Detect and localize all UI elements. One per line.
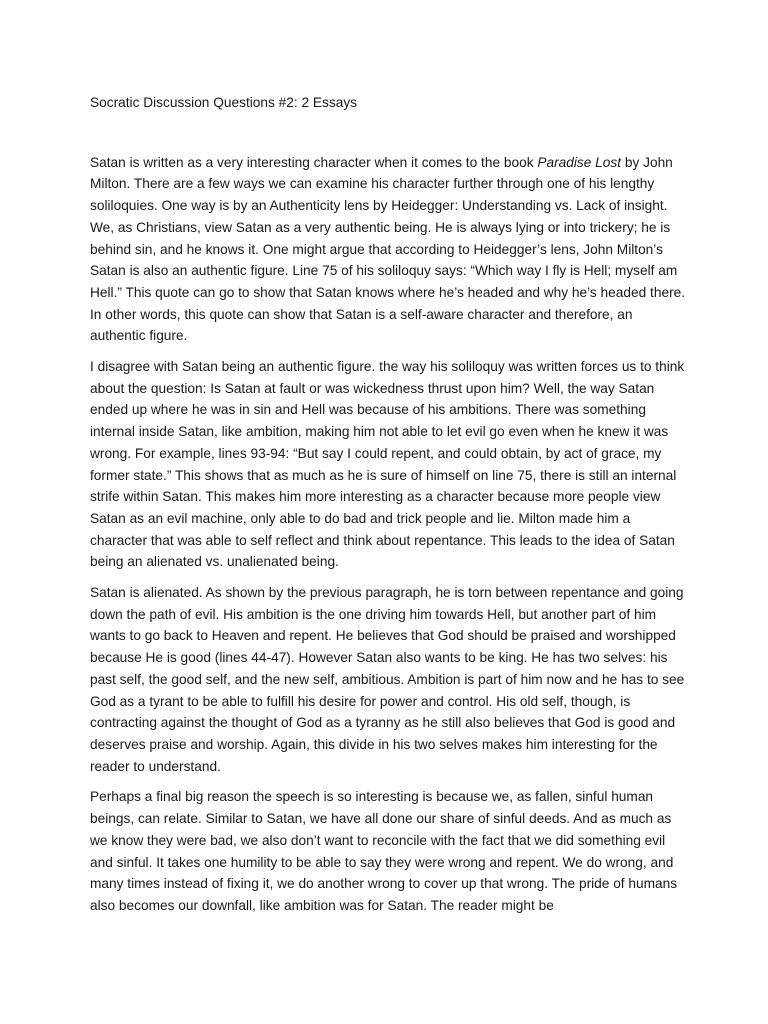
book-title: Paradise Lost — [537, 154, 622, 170]
paragraph-4: Perhaps a final big reason the speech is so interesting is because we, as fallen, sinful human beings, can relate. Similar to Satan, we have all done our share of sinful deeds. And as much as we know they were bad, we also don’t want to reconcile with the fact that we did something evil and sinful. It takes one humility to be able to say they were wrong and repent. We do wrong, and many times instead of fixing it, we do another wrong to cover up that wrong. The pride of humans also becomes our downfall, like ambition was for Satan. The reader might be — [90, 789, 678, 913]
paragraph-1 — [90, 152, 688, 347]
paragraph-1-rest: by John Milton. There are a few ways we can examine his character further through one of his lengthy soliloquies. One way is by an Authenticity lens by Heidegger: Understanding vs. Lack of insight. We, as Christians, view Satan as a very authentic being. He is always lying or into trickery; he is behind sin, and he knows it. One might argue that according to Heidegger’s lens, John Milton’s Satan is also an authentic figure. Line 75 of his soliloquy says: “Which way I fly is Hell; myself am Hell.” This quote can go to show that Satan knows where he’s headed and why he’s headed there. In other words, this quote can show that Satan is a self-aware character and therefore, an authentic figure. — [90, 154, 686, 344]
paragraph-3: Satan is alienated. As shown by the previous paragraph, he is torn between repentance and going down the path of evil. His ambition is the one driving him towards Hell, but another part of him wants to go back to Heaven and repent. He believes that God should be praised and worshipped because He is good (lines 44-47). However Satan also wants to be king. He has two selves: his past self, the good self, and the new self, ambitious. Ambition is part of him now and he has to see God as a tyrant to be able to fulfill his desire for power and control. His old self, though, is contracting against the thought of God as a tyranny as he still also believes that God is good and deserves praise and worship. Again, this divide in his two selves makes him interesting for the reader to understand. — [90, 585, 685, 774]
paragraph-1-intro: Satan is written as a very interesting character when it comes to the book — [90, 154, 538, 170]
document-body — [90, 92, 688, 926]
paragraph-2: I disagree with Satan being an authentic figure. the way his soliloquy was written forces us to think about the question: Is Satan at fault or was wickedness thrust upon him? Well, the way Satan ended up where he was in sin and Hell was because of his ambitions. There was something internal inside Satan, like ambition, making him not able to let evil go even when he knew it was wrong. For example, lines 93-94: “But say I could repent, and could obtain, by act of grace, my former state.” This shows that as much as he is sure of himself on line 75, there is still an internal strife within Satan. This makes him more interesting as a character because more people view Satan as an evil machine, only able to do bad and trick people and lie. Milton made him a character that was able to self reflect and think about repentance. This leads to the idea of Satan being an alienated vs. unalienated being. — [90, 359, 685, 570]
document-title: Socratic Discussion Questions #2: 2 Essays — [90, 95, 358, 110]
